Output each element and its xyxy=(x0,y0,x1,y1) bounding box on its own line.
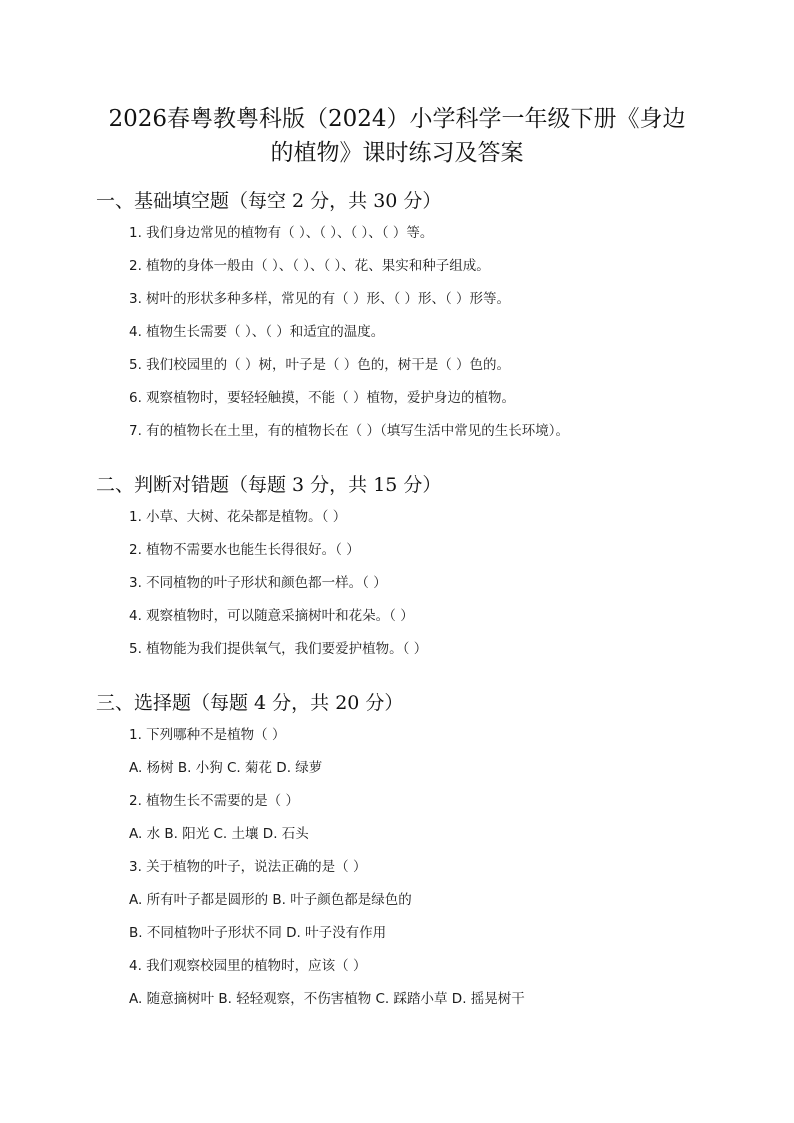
title-line-1: 2026春粤教粤科版（2024）小学科学一年级下册《身边 xyxy=(108,106,686,132)
question-item: 1. 我们身边常见的植物有（ ）、（ ）、（ ）、（ ）等。 xyxy=(129,225,434,241)
question-list xyxy=(129,222,716,453)
question-item: 7. 有的植物长在土里，有的植物长在（ ）（填写生活中常见的生长环境）。 xyxy=(129,423,569,439)
question-item: 6. 观察植物时，要轻轻触摸，不能（ ）植物，爱护身边的植物。 xyxy=(129,390,515,406)
question-list xyxy=(129,506,716,671)
answer-options: A. 所有叶子都是圆形的 B. 叶子颜色都是绿色的 xyxy=(129,892,412,908)
answer-options: A. 杨树 B. 小狗 C. 菊花 D. 绿萝 xyxy=(129,760,323,776)
question-item: 5. 植物能为我们提供氧气，我们要爱护植物。（ ） xyxy=(129,641,428,657)
section-fill-in-blank xyxy=(96,188,716,453)
question-item: 2. 植物不需要水也能生长得很好。（ ） xyxy=(129,542,360,558)
question-item: 2. 植物生长不需要的是（ ） xyxy=(129,793,299,809)
question-item: 4. 观察植物时，可以随意采摘树叶和花朵。（ ） xyxy=(129,608,414,624)
answer-options: A. 水 B. 阳光 C. 土壤 D. 石头 xyxy=(129,826,309,842)
section-heading: 一、基础填空题（每空 2 分，共 30 分） xyxy=(96,190,442,212)
question-item: 2. 植物的身体一般由（ ）、（ ）、（ ）、花、果实和种子组成。 xyxy=(129,258,490,274)
question-item: 5. 我们校园里的（ ）树，叶子是（ ）色的，树干是（ ）色的。 xyxy=(129,357,511,373)
question-item: 3. 关于植物的叶子，说法正确的是（ ） xyxy=(129,859,367,875)
section-heading: 三、选择题（每题 4 分，共 20 分） xyxy=(96,692,404,714)
answer-options: A. 随意摘树叶 B. 轻轻观察，不伤害植物 C. 踩踏小草 D. 摇晃树干 xyxy=(129,991,525,1007)
section-heading: 二、判断对错题（每题 3 分，共 15 分） xyxy=(96,474,442,496)
question-item: 4. 植物生长需要（ ）、（ ）和适宜的温度。 xyxy=(129,324,385,340)
question-item: 1. 下列哪种不是植物（ ） xyxy=(129,727,286,743)
question-item: 3. 树叶的形状多种多样，常见的有（ ）形、（ ）形、（ ）形等。 xyxy=(129,291,511,307)
section-multiple-choice xyxy=(96,690,716,1021)
question-list xyxy=(129,724,716,1021)
title-line-2: 的植物》课时练习及答案 xyxy=(270,140,524,166)
question-item: 1. 小草、大树、花朵都是植物。（ ） xyxy=(129,509,347,525)
question-item: 4. 我们观察校园里的植物时，应该（ ） xyxy=(129,958,367,974)
answer-options: B. 不同植物叶子形状不同 D. 叶子没有作用 xyxy=(129,925,387,941)
document-title xyxy=(80,102,714,170)
question-item: 3. 不同植物的叶子形状和颜色都一样。（ ） xyxy=(129,575,387,591)
section-true-false xyxy=(96,472,716,671)
